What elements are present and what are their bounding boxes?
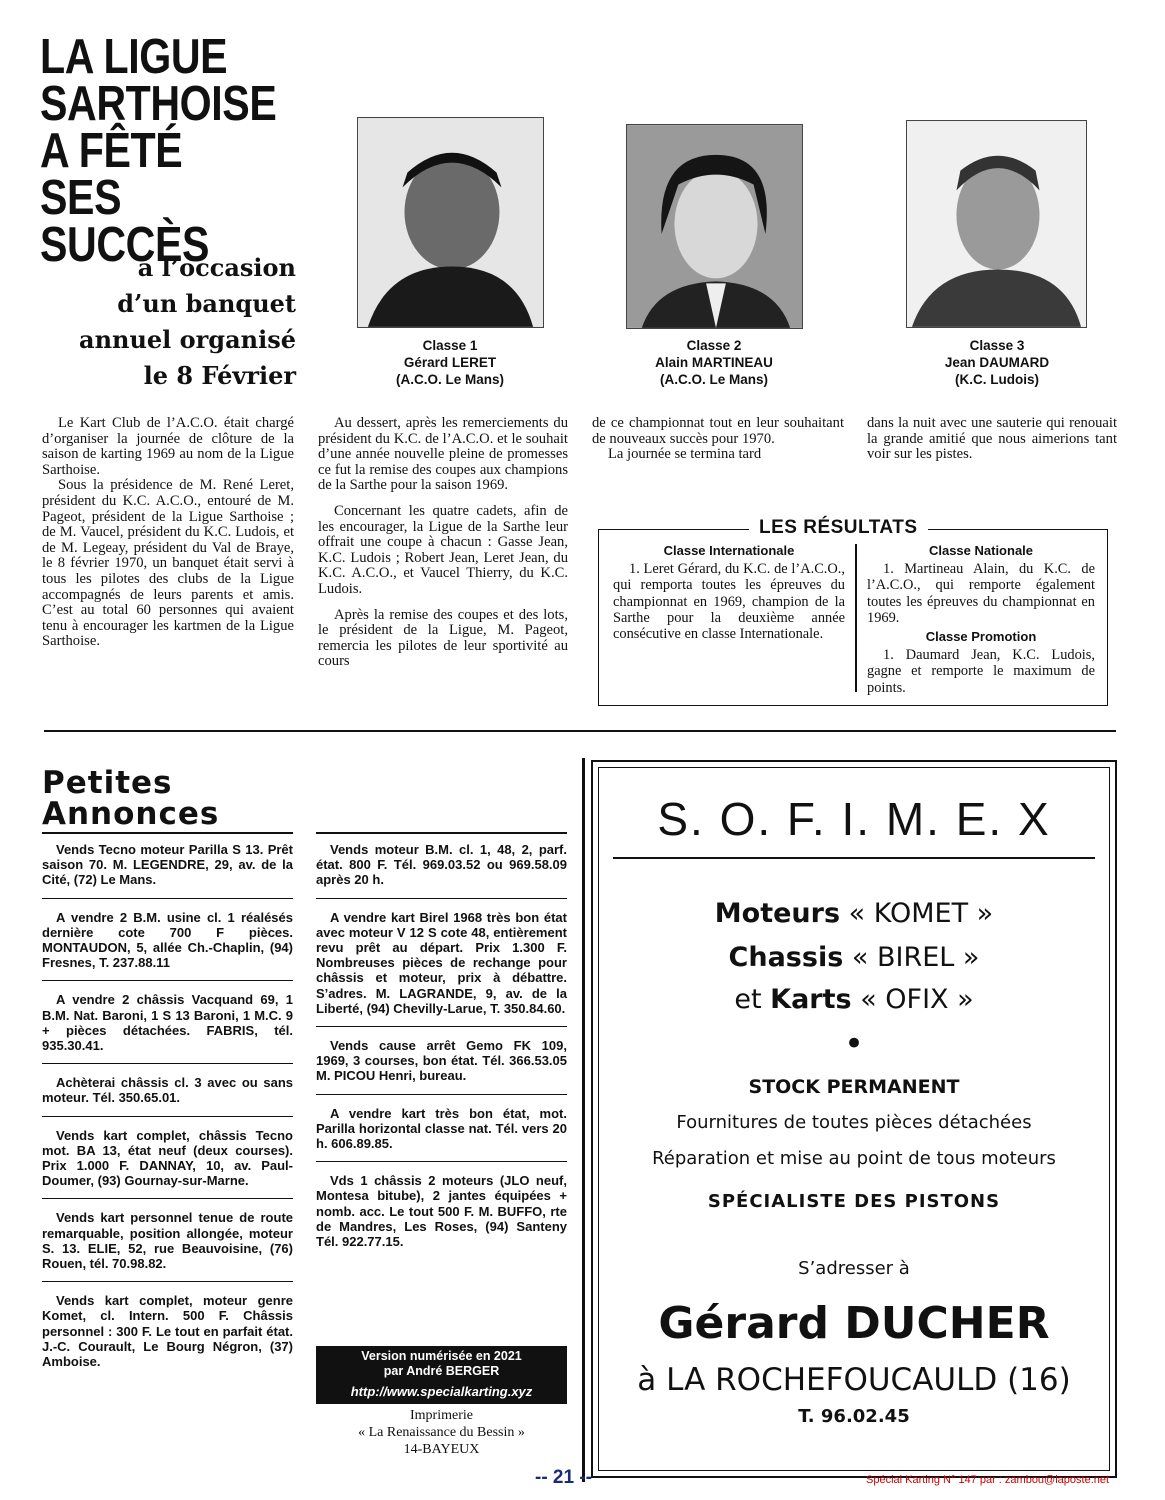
ad-text: Vds 1 châssis 2 moteurs (JLO neuf, Montesa bitube), 2 jantes équipées + nomb. acc. Le tout 500 F. M. BUFFO, rte de Mandres, Les Roses, (94) Santeny Tél. 922.77.15. bbox=[316, 1173, 567, 1250]
caption-club: (A.C.O. Le Mans) bbox=[659, 372, 768, 387]
classified-ad bbox=[42, 842, 293, 899]
paragraph: Au dessert, après les remerciements du président du K.C. de l’A.C.O. et le souhait d’une année nouvelle pleine de promesses ce fut la remise des coupes aux champions de la Sarthe pour la saison 1969. bbox=[318, 415, 568, 494]
article-column-1 bbox=[42, 416, 294, 650]
sofimex-prefix: et bbox=[734, 984, 762, 1015]
headline-line: SARTHOISE bbox=[40, 77, 277, 131]
caption-classe-2 bbox=[594, 337, 834, 388]
subhead-line: d’un banquet bbox=[117, 289, 296, 318]
ad-text: Vends kart complet, moteur genre Komet, cl. Intern. 500 F. Châssis personnel : 300 F. Le tout en parfait état. J.-C. Courault, Le Bourg Négron, (37) Amboise. bbox=[42, 1293, 293, 1370]
classified-ad bbox=[42, 992, 293, 1064]
ad-text: Vends kart personnel tenue de route remarquable, position allongée, moteur S. 13. ELIE, 52, rue Beauvoisine, (76) Rouen, tél. 70.98.82. bbox=[42, 1210, 293, 1272]
section-divider bbox=[44, 730, 1116, 732]
imprimerie-line: « La Renaissance du Bessin » bbox=[358, 1425, 525, 1440]
photo-gerard-leret bbox=[357, 117, 544, 328]
results-box bbox=[598, 517, 1108, 706]
sofimex-brand: « KOMET » bbox=[848, 898, 994, 929]
results-nationale bbox=[867, 543, 1095, 696]
ad-separator bbox=[42, 832, 293, 834]
sofimex-phone: T. 96.02.45 bbox=[798, 1406, 910, 1427]
classified-ad bbox=[42, 910, 293, 982]
sofimex-moteurs bbox=[593, 898, 1115, 929]
ad-text: Vends moteur B.M. cl. 1, 48, 2, parf. état. 800 F. Tél. 969.03.52 ou 969.58.09 après 20 h. bbox=[316, 842, 567, 888]
results-title: LES RÉSULTATS bbox=[749, 517, 928, 539]
article-column-2 bbox=[318, 416, 568, 670]
page-number: -- 21 -- bbox=[535, 1467, 592, 1488]
caption-classe-1 bbox=[330, 337, 570, 388]
column-divider bbox=[582, 758, 585, 1482]
results-heading: Classe Nationale bbox=[928, 543, 1034, 558]
headline-line: SES SUCCÈS bbox=[40, 171, 210, 272]
results-heading: Classe Promotion bbox=[925, 629, 1037, 645]
ad-text: A vendre kart très bon état, mot. Parilla horizontal classe nat. Tél. vers 20 h. 606.89.85. bbox=[316, 1105, 567, 1152]
sofimex-reparation: Réparation et mise au point de tous moteurs bbox=[652, 1148, 1056, 1169]
article-column-3 bbox=[592, 416, 844, 463]
ad-text: Vends kart complet, châssis Tecno mot. BA 13, état neuf (deux courses). Prix 1.000 F. DANNAY, 10, av. Paul-Doumer, (93) Gournay-sur-Marne. bbox=[42, 1127, 293, 1189]
credit-line: Version numérisée en 2021 bbox=[361, 1349, 522, 1363]
sofimex-contact-name: Gérard DUCHER bbox=[658, 1298, 1050, 1349]
classified-ad bbox=[316, 1106, 567, 1163]
sofimex-contact-place: à LA ROCHEFOUCAULD (16) bbox=[637, 1362, 1071, 1398]
sofimex-word: Chassis bbox=[728, 942, 844, 973]
annonces-title-line: Annonces bbox=[42, 796, 220, 832]
classified-ad bbox=[316, 1173, 567, 1259]
sofimex-word: Karts bbox=[770, 984, 852, 1015]
caption-name: Gérard LERET bbox=[403, 355, 497, 370]
subhead-line: à l’occasion bbox=[137, 253, 296, 282]
ad-separator bbox=[316, 832, 567, 834]
imprimerie-line: Imprimerie bbox=[410, 1408, 473, 1423]
subhead-line: annuel organisé bbox=[79, 325, 296, 354]
digitization-credit bbox=[316, 1346, 567, 1404]
results-divider bbox=[855, 544, 857, 692]
imprimerie-line: 14-BAYEUX bbox=[403, 1442, 480, 1457]
caption-name: Alain MARTINEAU bbox=[655, 355, 773, 370]
annonces-title-line: Petites bbox=[42, 765, 173, 801]
annonces-right-column bbox=[316, 842, 567, 1270]
article-column-4 bbox=[867, 416, 1117, 463]
caption-classe: Classe 2 bbox=[686, 338, 742, 353]
caption-classe: Classe 3 bbox=[969, 338, 1025, 353]
annonces-left-column bbox=[42, 842, 293, 1390]
sofimex-title: S. O. F. I. M. E. X bbox=[657, 793, 1051, 845]
ad-text: A vendre 2 châssis Vacquand 69, 1 B.M. Nat. Baroni, 1 S 13 Baroni, 1 M.C. 9 + pièces détachées. FABRIS, tél. 935.30.41. bbox=[42, 992, 293, 1054]
sofimex-brand: « BIREL » bbox=[851, 942, 980, 973]
results-text: 1. Martineau Alain, du K.C. de l’A.C.O., qui remporte également toutes les épreuves du championnat en 1969. bbox=[867, 561, 1095, 626]
ad-text: A vendre kart Birel 1968 très bon état avec moteur V 12 S cote 48, entièrement revu prêt au départ. Prix 1.300 F. Nombreuses pièces de rechange pour châssis et moteur, prix à débattre. S’adres. M. LAGRANDE, 9, av. de la Liberté, (94) Chevilly-Larue, T. 350.84.60. bbox=[316, 909, 567, 1016]
caption-name: Jean DAUMARD bbox=[944, 355, 1050, 370]
classified-ad bbox=[316, 842, 567, 899]
sofimex-brand: « OFIX » bbox=[860, 984, 974, 1015]
results-text: 1. Daumard Jean, K.C. Ludois, gagne et remporte le maximum de points. bbox=[867, 647, 1095, 696]
paragraph: dans la nuit avec une sauterie qui renouait la grande amitié que nous aimerions tant voir sur les pistes. bbox=[867, 415, 1117, 463]
sofimex-word: Moteurs bbox=[714, 898, 841, 929]
sofimex-adresser: S’adresser à bbox=[798, 1258, 910, 1279]
classified-ad bbox=[316, 910, 567, 1027]
caption-classe-3 bbox=[877, 337, 1117, 388]
results-text: 1. Leret Gérard, du K.C. de l’A.C.O., qui remporta toutes les épreuves du championnat en 1969, champion de la Sarthe pour la deuxième année consécutive en classe Internationale. bbox=[613, 561, 845, 643]
caption-club: (A.C.O. Le Mans) bbox=[395, 372, 504, 387]
sofimex-rule bbox=[613, 857, 1095, 859]
paragraph: La journée se termina tard bbox=[608, 446, 762, 463]
results-heading: Classe Internationale bbox=[663, 543, 795, 558]
classified-ad bbox=[42, 1128, 293, 1200]
bullet-icon: • bbox=[843, 1024, 865, 1064]
paragraph: Concernant les quatre cadets, afin de les encourager, la Ligue de la Sarthe leur offrait une coupe à chacun : Gasse Jean, K.C. Ludois ; Robert Jean, Leret Jean, du K.C. A.C.O., et Vaucel Thierry, du K.C. Ludois. bbox=[318, 502, 568, 597]
subhead-line: le 8 Février bbox=[143, 361, 296, 390]
classified-ad bbox=[42, 1210, 293, 1282]
ad-text: Achèterai châssis cl. 3 avec ou sans moteur. Tél. 350.65.01. bbox=[42, 1075, 293, 1106]
paragraph: de ce championnat tout en leur souhaitant de nouveaux succès pour 1970. bbox=[592, 415, 844, 447]
sofimex-karts bbox=[593, 984, 1115, 1015]
headline-line: LA LIGUE bbox=[40, 30, 228, 84]
paragraph: Le Kart Club de l’A.C.O. était chargé d’organiser la journée de clôture de la saison de karting 1969 au nom de la Ligue Sarthoise. bbox=[42, 415, 294, 478]
sofimex-stock: STOCK PERMANENT bbox=[748, 1076, 960, 1098]
classified-ad bbox=[316, 1038, 567, 1095]
sofimex-specialiste: SPÉCIALISTE DES PISTONS bbox=[707, 1191, 1001, 1212]
ad-text: A vendre 2 B.M. usine cl. 1 réalésés dernière cote 700 F pièces. MONTAUDON, 5, allée Ch.-Chaplin, (94) Fresnes, T. 237.88.11 bbox=[42, 909, 293, 971]
sofimex-advertisement bbox=[591, 760, 1117, 1478]
footnote: Spécial Karting N° 147 par : zambou@laposte.net bbox=[866, 1474, 1110, 1486]
sofimex-chassis bbox=[593, 942, 1115, 973]
credit-url[interactable]: http://www.specialkarting.xyz bbox=[350, 1384, 533, 1399]
article-headline bbox=[40, 30, 292, 272]
caption-club: (K.C. Ludois) bbox=[955, 372, 1039, 387]
paragraph: Sous la présidence de M. René Leret, président du K.C. A.C.O., entouré de M. Pageot, président de la Ligue Sarthoise ; de M. Vaucel, président du K.C. Ludois, et de M. Legeay, président du Val de Braye, le 8 février 1970, un banquet était servi à tous les pilotes des clubs de la Ligue accompagnés de leurs parents et amis. C’est au total 60 personnes qui avaient tenu à encourager les kartmen de la Ligue Sarthoise. bbox=[42, 477, 294, 650]
ad-text: Vends Tecno moteur Parilla S 13. Prêt saison 70. M. LEGENDRE, 29, av. de la Cité, (72) Le Mans. bbox=[42, 842, 293, 888]
imprimerie bbox=[316, 1407, 567, 1458]
headline-line: A FÊTÉ bbox=[40, 124, 183, 178]
results-internationale bbox=[613, 543, 845, 642]
paragraph: Après la remise des coupes et des lots, le président de la Ligue, M. Pageot, remercia les pilotes de leur sportivité au cours bbox=[318, 606, 568, 670]
classified-ad bbox=[42, 1075, 293, 1116]
annonces-title bbox=[42, 765, 220, 832]
portrait-icon bbox=[358, 118, 543, 327]
sofimex-fournitures: Fournitures de toutes pièces détachées bbox=[676, 1112, 1032, 1133]
ad-text: Vends cause arrêt Gemo FK 109, 1969, 3 courses, bon état. Tél. 366.53.05 M. PICOU Henri, bureau. bbox=[316, 1038, 567, 1084]
photo-alain-martineau bbox=[626, 124, 803, 329]
photo-jean-daumard bbox=[906, 120, 1087, 328]
caption-classe: Classe 1 bbox=[422, 338, 478, 353]
portrait-icon bbox=[907, 121, 1086, 327]
article-subhead bbox=[40, 250, 296, 394]
credit-line: par André BERGER bbox=[383, 1364, 500, 1378]
portrait-icon bbox=[627, 125, 802, 328]
classified-ad bbox=[42, 1293, 293, 1379]
